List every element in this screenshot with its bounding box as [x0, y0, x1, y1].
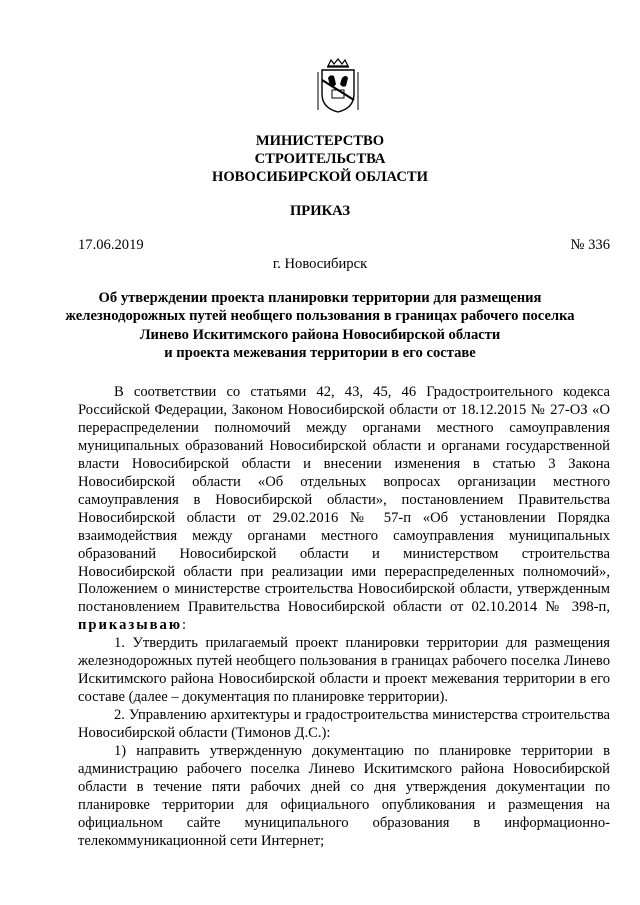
ministry-line-1: МИНИСТЕРСТВО — [255, 133, 385, 149]
coat-of-arms-icon — [316, 58, 360, 114]
order-title — [0, 289, 640, 362]
preamble-paragraph — [78, 384, 610, 635]
ministry-name — [0, 132, 640, 186]
title-line-4: и проекта межевания территории в его составе — [164, 344, 476, 361]
title-line-2: железнодорожных путей необщего пользования в границах рабочего поселка — [65, 308, 575, 325]
preamble-text: В соответствии со статьями 42, 43, 45, 46 Градостроительного кодекса Российской Федерации, Законом Новосибирской области от 18.12.2015 № 27-ОЗ «О перераспределении полномочий между органами местного самоуправления муниципальных образований Новосибирской области и органами государственной власти Новосибирской области и внесении изменения в статью 3 Закона Новосибирской области «Об отдельных вопросах организации местного самоуправления в Новосибирской области», постановлением Правительства Новосибирской области от 29.02.2016 № 57-п «Об установлении Порядка взаимодействия между органами местного самоуправления муниципальных образований Новосибирской области и министерством строительства Новосибирской области при реализации ими перераспределенных полномочий», Положением о министерстве строительства Новосибирской области, утвержденным постановлением Правительства Новосибирской области от 02.10.2014 № 398-п, — [78, 384, 610, 616]
item-1-paragraph: 1. Утвердить прилагаемый проект планировки территории для размещения железнодорожных путей необщего пользования в границах рабочего поселка Линево Искитимского района Новосибирской области и проект межевания территории в его составе (далее – документация по планировке территории). — [78, 635, 610, 706]
item-2-1-paragraph: 1) направить утвержденную документацию по планировке территории в администрацию рабочего поселка Линево Искитимского района Новосибирской области в течение пяти рабочих дней со дня утверждения документации по планировке территории для официального опубликования и размещения на официальном сайте муниципального образования в информационно-телекоммуникационной сети Интернет; — [78, 743, 610, 849]
order-number: № 336 — [570, 237, 610, 253]
document-type: ПРИКАЗ — [289, 203, 351, 219]
order-date: 17.06.2019 — [78, 237, 144, 253]
title-line-1: Об утверждении проекта планировки территории для размещения — [98, 290, 542, 306]
ministry-line-2: СТРОИТЕЛЬСТВА — [254, 151, 386, 167]
city: г. Новосибирск — [272, 256, 368, 272]
title-line-3: Линево Искитимского района Новосибирской области — [139, 326, 501, 343]
item-2-paragraph: 2. Управлению архитектуры и градостроительства министерства строительства Новосибирской области (Тимонов Д.С.): — [78, 707, 610, 742]
order-word: приказываю — [78, 617, 183, 634]
order-colon: : — [182, 617, 187, 634]
document-body — [78, 384, 610, 851]
ministry-line-3: НОВОСИБИРСКОЙ ОБЛАСТИ — [211, 169, 428, 185]
